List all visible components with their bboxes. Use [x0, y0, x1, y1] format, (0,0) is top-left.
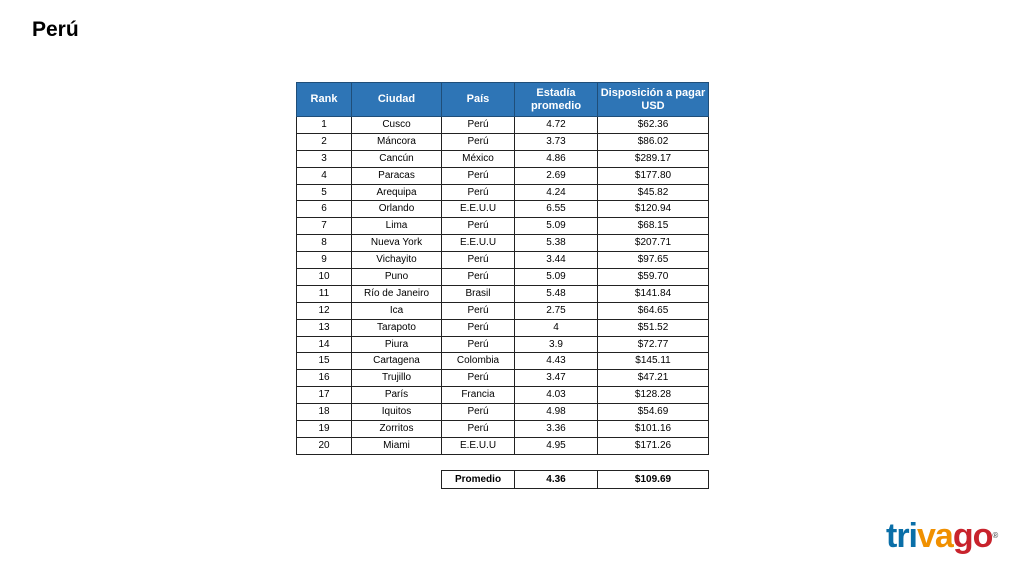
cell-avg-stay: 5.09	[515, 269, 598, 286]
table-row	[297, 252, 709, 269]
cell-rank: 14	[297, 336, 352, 353]
cell-city: Nueva York	[352, 235, 442, 252]
cell-avg-stay: 4.43	[515, 353, 598, 370]
table-row	[297, 302, 709, 319]
table-row	[297, 353, 709, 370]
cell-rank: 1	[297, 117, 352, 134]
cell-rank: 6	[297, 201, 352, 218]
table-row	[297, 167, 709, 184]
table-row	[297, 150, 709, 167]
header-city: Ciudad	[352, 83, 442, 117]
cell-avg-stay: 3.36	[515, 421, 598, 438]
cell-city: Río de Janeiro	[352, 285, 442, 302]
table-row	[297, 269, 709, 286]
page-title: Perú	[32, 18, 79, 41]
cell-pay: $45.82	[598, 184, 709, 201]
cell-pay: $62.36	[598, 117, 709, 134]
table-row	[297, 133, 709, 150]
table-row	[297, 184, 709, 201]
table-row	[297, 319, 709, 336]
cell-city: Ica	[352, 302, 442, 319]
cell-rank: 2	[297, 133, 352, 150]
cell-city: Cancún	[352, 150, 442, 167]
cell-pay: $171.26	[598, 437, 709, 454]
header-rank: Rank	[297, 83, 352, 117]
cell-rank: 20	[297, 437, 352, 454]
cell-pay: $207.71	[598, 235, 709, 252]
cell-country: Perú	[442, 252, 515, 269]
cell-rank: 9	[297, 252, 352, 269]
cell-avg-stay: 3.44	[515, 252, 598, 269]
logo-part-go: go	[952, 517, 993, 555]
cell-country: Perú	[442, 133, 515, 150]
cell-country: Perú	[442, 319, 515, 336]
cell-city: Máncora	[352, 133, 442, 150]
cell-avg-stay: 2.75	[515, 302, 598, 319]
cell-country: E.E.U.U	[442, 235, 515, 252]
average-pay: $109.69	[598, 471, 709, 489]
table-header-row	[297, 83, 709, 117]
header-willingness-to-pay: Disposición a pagar USD	[598, 83, 709, 117]
table-row	[297, 387, 709, 404]
cell-country: Brasil	[442, 285, 515, 302]
cell-avg-stay: 5.48	[515, 285, 598, 302]
cell-city: Cusco	[352, 117, 442, 134]
table-row	[297, 218, 709, 235]
cell-city: Lima	[352, 218, 442, 235]
cell-pay: $141.84	[598, 285, 709, 302]
table-row	[297, 336, 709, 353]
cell-country: E.E.U.U	[442, 201, 515, 218]
cell-rank: 7	[297, 218, 352, 235]
cell-city: Arequipa	[352, 184, 442, 201]
cell-rank: 10	[297, 269, 352, 286]
trivago-logo	[886, 516, 997, 556]
cell-rank: 8	[297, 235, 352, 252]
cell-pay: $120.94	[598, 201, 709, 218]
cell-avg-stay: 4	[515, 319, 598, 336]
cell-pay: $51.52	[598, 319, 709, 336]
cell-pay: $101.16	[598, 421, 709, 438]
table-row	[297, 201, 709, 218]
header-avg-stay: Estadía promedio	[515, 83, 598, 117]
cell-country: Perú	[442, 184, 515, 201]
cell-pay: $64.65	[598, 302, 709, 319]
cell-rank: 16	[297, 370, 352, 387]
logo-part-tri: tri	[886, 517, 917, 555]
cell-country: Perú	[442, 269, 515, 286]
table-row	[297, 370, 709, 387]
cell-rank: 5	[297, 184, 352, 201]
cell-rank: 18	[297, 404, 352, 421]
cell-city: Paracas	[352, 167, 442, 184]
cell-country: Perú	[442, 336, 515, 353]
average-table	[441, 470, 709, 489]
logo-part-va: va	[917, 517, 953, 555]
cell-avg-stay: 3.9	[515, 336, 598, 353]
header-country: País	[442, 83, 515, 117]
average-stay: 4.36	[515, 471, 598, 489]
table-row	[297, 285, 709, 302]
table-row	[297, 404, 709, 421]
cell-city: París	[352, 387, 442, 404]
cell-pay: $145.11	[598, 353, 709, 370]
cell-rank: 3	[297, 150, 352, 167]
average-row	[442, 471, 709, 489]
table-row	[297, 117, 709, 134]
cell-avg-stay: 5.38	[515, 235, 598, 252]
cell-country: México	[442, 150, 515, 167]
ranking-table	[296, 82, 709, 455]
cell-country: Colombia	[442, 353, 515, 370]
cell-avg-stay: 4.72	[515, 117, 598, 134]
cell-rank: 19	[297, 421, 352, 438]
cell-avg-stay: 4.86	[515, 150, 598, 167]
cell-city: Trujillo	[352, 370, 442, 387]
cell-pay: $128.28	[598, 387, 709, 404]
cell-rank: 15	[297, 353, 352, 370]
cell-pay: $177.80	[598, 167, 709, 184]
cell-rank: 11	[297, 285, 352, 302]
cell-avg-stay: 4.95	[515, 437, 598, 454]
cell-country: Perú	[442, 404, 515, 421]
cell-country: Francia	[442, 387, 515, 404]
cell-avg-stay: 4.24	[515, 184, 598, 201]
average-label: Promedio	[442, 471, 515, 489]
cell-city: Cartagena	[352, 353, 442, 370]
cell-avg-stay: 4.03	[515, 387, 598, 404]
registered-mark: ®	[992, 531, 998, 540]
cell-avg-stay: 6.55	[515, 201, 598, 218]
cell-city: Zorritos	[352, 421, 442, 438]
table-row	[297, 437, 709, 454]
cell-country: Perú	[442, 302, 515, 319]
cell-rank: 17	[297, 387, 352, 404]
cell-country: E.E.U.U	[442, 437, 515, 454]
cell-country: Perú	[442, 117, 515, 134]
cell-city: Vichayito	[352, 252, 442, 269]
table-row	[297, 421, 709, 438]
cell-city: Iquitos	[352, 404, 442, 421]
cell-city: Miami	[352, 437, 442, 454]
cell-pay: $97.65	[598, 252, 709, 269]
cell-pay: $59.70	[598, 269, 709, 286]
cell-city: Tarapoto	[352, 319, 442, 336]
cell-pay: $86.02	[598, 133, 709, 150]
cell-rank: 13	[297, 319, 352, 336]
cell-pay: $68.15	[598, 218, 709, 235]
cell-country: Perú	[442, 370, 515, 387]
cell-country: Perú	[442, 218, 515, 235]
table-row	[297, 235, 709, 252]
cell-pay: $47.21	[598, 370, 709, 387]
cell-avg-stay: 4.98	[515, 404, 598, 421]
cell-country: Perú	[442, 421, 515, 438]
cell-city: Piura	[352, 336, 442, 353]
cell-avg-stay: 2.69	[515, 167, 598, 184]
cell-city: Orlando	[352, 201, 442, 218]
cell-city: Puno	[352, 269, 442, 286]
cell-rank: 4	[297, 167, 352, 184]
cell-avg-stay: 5.09	[515, 218, 598, 235]
cell-country: Perú	[442, 167, 515, 184]
cell-avg-stay: 3.47	[515, 370, 598, 387]
cell-pay: $289.17	[598, 150, 709, 167]
cell-avg-stay: 3.73	[515, 133, 598, 150]
cell-pay: $72.77	[598, 336, 709, 353]
cell-rank: 12	[297, 302, 352, 319]
cell-pay: $54.69	[598, 404, 709, 421]
